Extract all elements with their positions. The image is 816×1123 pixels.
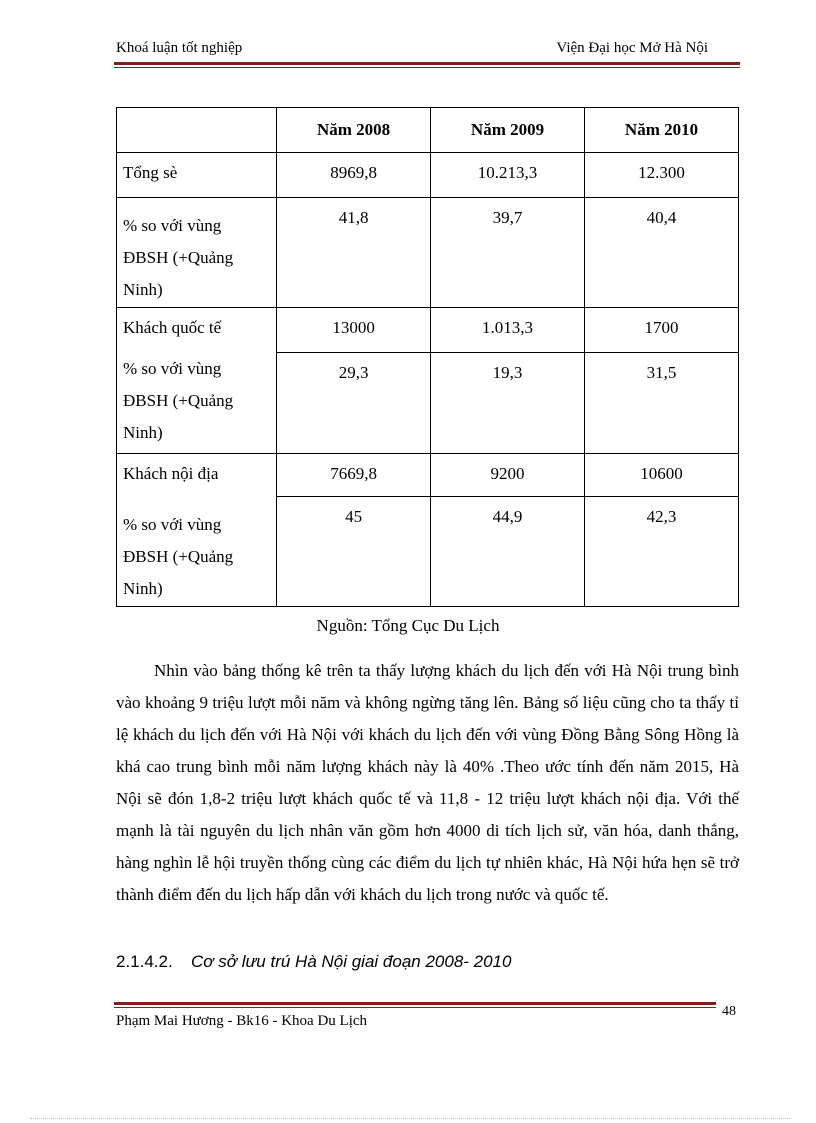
table-cell: 10600 (585, 454, 739, 497)
statistics-table (116, 107, 739, 607)
table-row (117, 497, 739, 607)
section-number: 2.1.4.2. (116, 952, 173, 971)
page-bottom-border (30, 1118, 790, 1119)
section-title: Cơ sở lưu trú Hà Nội giai đoạn 2008- 2010 (190, 952, 512, 971)
table-row (117, 198, 739, 308)
header-title-right: Viện Đại học Mở Hà Nội (556, 40, 708, 56)
table-row-label: Khách nội địa (117, 454, 277, 497)
table-row (117, 353, 739, 454)
table-cell: 19,3 (431, 353, 585, 454)
footer-author: Phạm Mai Hương - Bk16 - Khoa Du Lịch (116, 1013, 368, 1029)
table-cell: 12.300 (585, 153, 739, 198)
table-row-label: % so với vùng ĐBSH (+Quảng Ninh) (117, 198, 277, 308)
header-title-left: Khoá luận tốt nghiệp (116, 40, 243, 56)
table-header-row (117, 108, 739, 153)
table-source-caption: Nguồn: Tổng Cục Du Lịch (316, 616, 500, 635)
table-row (117, 153, 739, 198)
body-paragraph: Nhìn vào bảng thống kê trên ta thấy lượng khách du lịch đến với Hà Nội trung bình vào khoảng 9 triệu lượt mỗi năm và không ngừng tăng lên. Bảng số liệu cũng cho ta thấy tỉ lệ khách du lịch đến với Hà Nội với khách du lịch đến với vùng Đồng Bằng Sông Hồng là khá cao trung bình mỗi năm lượng khách này là 40% .Theo ước tính đến năm 2015, Hà Nội sẽ đón 1,8-2 triệu lượt khách quốc tế và 11,8 - 12 triệu lượt khách nội địa. Với thế mạnh là tài nguyên du lịch nhân văn gồm hơn 4000 di tích lịch sử, văn hóa, danh thắng, hàng nghìn lễ hội truyền thống cùng các điểm du lịch tự nhiên khác, Hà Nội hứa hẹn sẽ trở thành điểm đến du lịch hấp dẫn với khách du lịch trong nước và quốc tế. (116, 661, 739, 904)
header-divider (114, 62, 740, 65)
table-row-label: % so với vùng ĐBSH (+Quảng Ninh) (117, 497, 277, 607)
table-row (117, 308, 739, 353)
page-number: 48 (722, 1004, 736, 1019)
table-header-cell: Năm 2010 (585, 108, 739, 153)
section-heading (116, 952, 511, 972)
table-cell: 31,5 (585, 353, 739, 454)
table-cell: 9200 (431, 454, 585, 497)
table-header-cell: Năm 2008 (277, 108, 431, 153)
table-cell: 42,3 (585, 497, 739, 607)
table-row-label: % so với vùng ĐBSH (+Quảng Ninh) (117, 353, 277, 454)
footer-divider-thin (114, 1007, 716, 1008)
table-cell: 44,9 (431, 497, 585, 607)
table-cell: 41,8 (277, 198, 431, 308)
table-cell: 10.213,3 (431, 153, 585, 198)
table-cell: 13000 (277, 308, 431, 353)
table-cell: 1700 (585, 308, 739, 353)
table-header-cell (117, 108, 277, 153)
table-cell: 39,7 (431, 198, 585, 308)
table-cell: 7669,8 (277, 454, 431, 497)
table-cell: 45 (277, 497, 431, 607)
table-cell: 40,4 (585, 198, 739, 308)
table-row (117, 454, 739, 497)
table-cell: 29,3 (277, 353, 431, 454)
table-row-label: Tổng sè (117, 153, 277, 198)
table-cell: 1.013,3 (431, 308, 585, 353)
table-row-label: Khách quốc tế (117, 308, 277, 353)
footer-divider (114, 1002, 716, 1005)
header-divider-thin (114, 67, 740, 68)
table-cell: 8969,8 (277, 153, 431, 198)
table-header-cell: Năm 2009 (431, 108, 585, 153)
